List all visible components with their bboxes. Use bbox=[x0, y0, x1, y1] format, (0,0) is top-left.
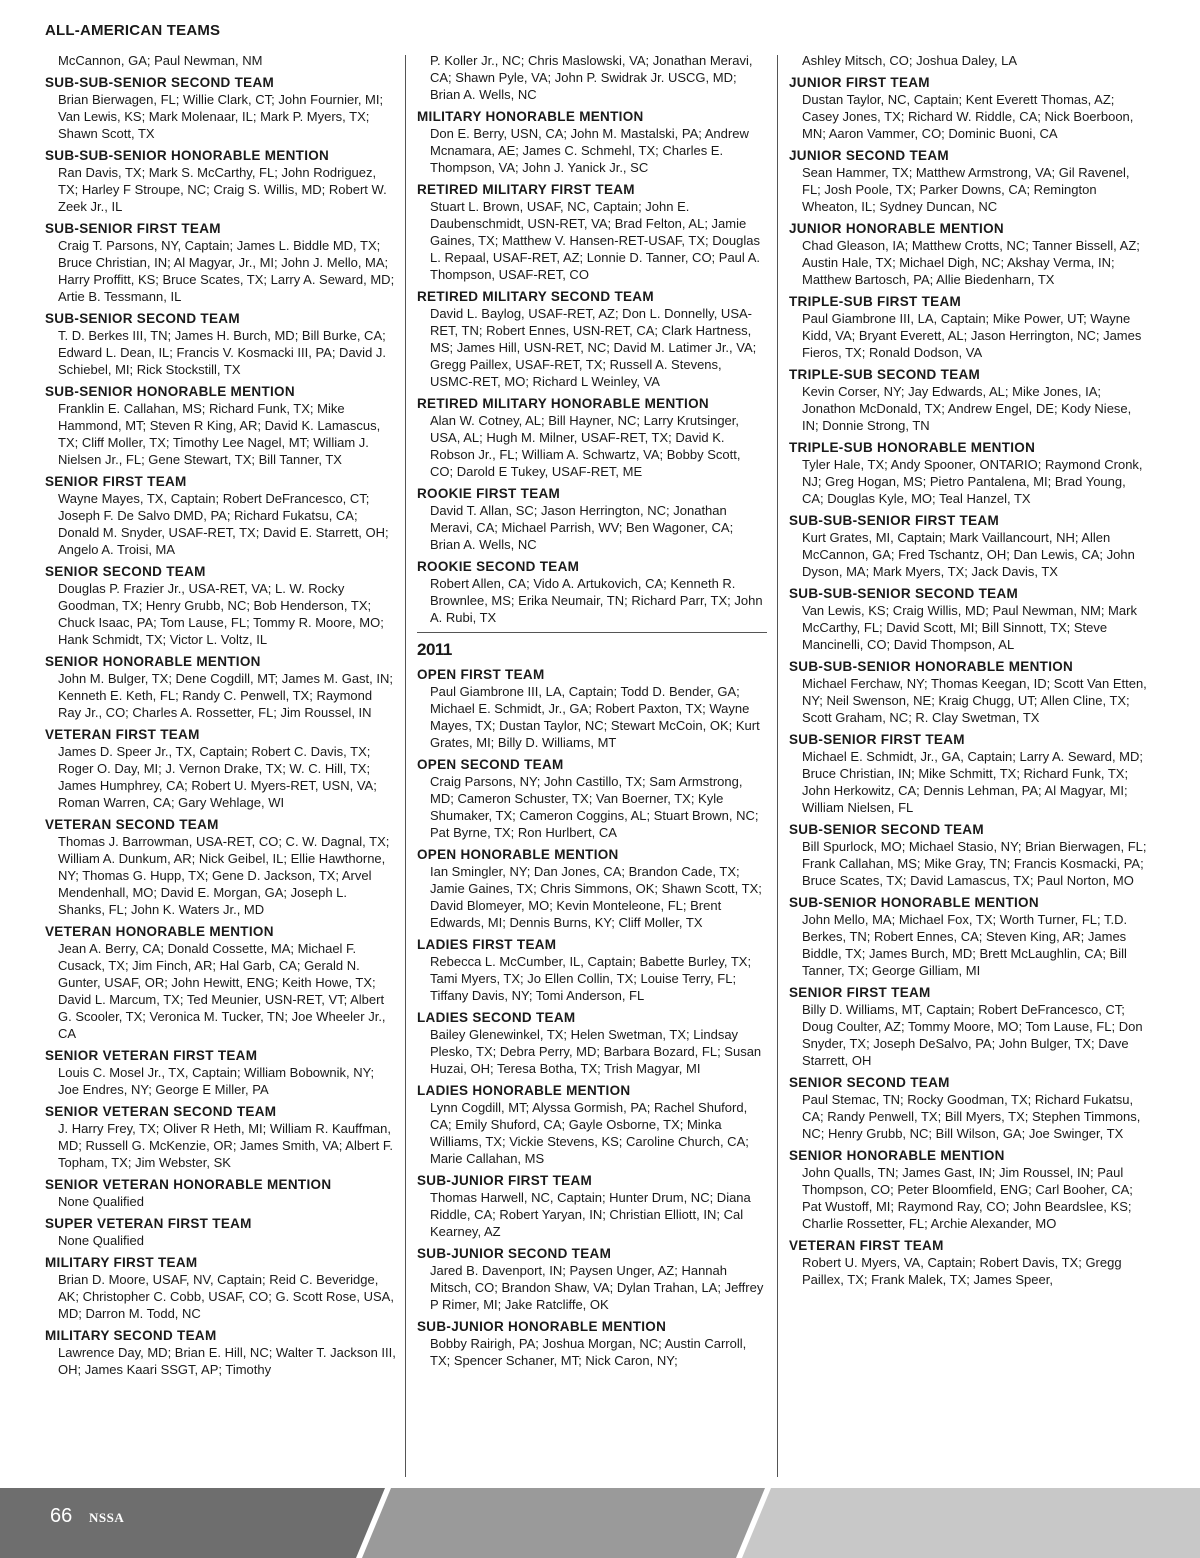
section-heading: ROOKIE SECOND TEAM bbox=[417, 559, 580, 574]
section-heading: SUB-SUB-SENIOR HONORABLE MENTION bbox=[789, 659, 1074, 674]
team-member-list: Paul Giambrone III, LA, Captain; Todd D. Bender, GA; Michael E. Schmidt, Jr., GA; Robert Paxton, TX; Wayne Mayes, TX; Dustan Taylor, NC; Stewart McCoin, OK; Kurt Grates, MI; Billy D. Williams, MT bbox=[430, 684, 760, 750]
team-member-list: John Mello, MA; Michael Fox, TX; Worth Turner, FL; T.D. Berkes, TN; Robert Ennes, CA; Steven King, AR; James Biddle, TX; James Burch, MD; Brett McLaughlin, CA; Bill Tanner, TX; George Gilliam, MI bbox=[802, 912, 1128, 978]
section-heading: MILITARY HONORABLE MENTION bbox=[417, 109, 644, 124]
team-member-list: John Qualls, TN; James Gast, IN; Jim Roussel, IN; Paul Thompson, CO; Peter Bloomfield, ENG; Carl Booher, CA; Pat Wustoff, MI; Raymond Ray, CO; John Beardslee, KS; Charlie Rossetter, FL; Archie Alexander, MO bbox=[802, 1165, 1133, 1231]
section-heading: VETERAN FIRST TEAM bbox=[789, 1238, 944, 1253]
team-member-list: Don E. Berry, USN, CA; John M. Mastalski, PA; Andrew Mcnamara, AE; James C. Schmehl, TX; Charles E. Thompson, VA; John J. Yanick Jr., SC bbox=[430, 126, 749, 175]
year-divider bbox=[417, 632, 767, 633]
team-member-list: Louis C. Mosel Jr., TX, Captain; William Bobownik, NY; Joe Endres, NY; George E Miller, PA bbox=[58, 1065, 375, 1097]
team-member-list: Stuart L. Brown, USAF, NC, Captain; John E. Daubenschmidt, USN-RET, VA; Brad Felton, AL; Jamie Gaines, TX; Matthew V. Hansen-RET-USAF, TX; Douglas L. Repaal, USAF-RET, AZ; Lonnie D. Tanner, CO; Paul A. Thompson, USAF-RET, CO bbox=[430, 199, 760, 282]
section-heading: OPEN FIRST TEAM bbox=[417, 667, 545, 682]
section-heading: SENIOR VETERAN FIRST TEAM bbox=[45, 1048, 258, 1063]
section-heading: OPEN HONORABLE MENTION bbox=[417, 847, 619, 862]
section-heading: JUNIOR HONORABLE MENTION bbox=[789, 221, 1004, 236]
team-member-list: David T. Allan, SC; Jason Herrington, NC; Jonathan Meravi, CA; Michael Parrish, WV; Ben Wagoner, CA; Brian A. Wells, NC bbox=[430, 503, 734, 552]
page-footer bbox=[0, 1488, 1200, 1558]
section-heading: ROOKIE FIRST TEAM bbox=[417, 486, 561, 501]
team-member-list: Bill Spurlock, MO; Michael Stasio, NY; Brian Bierwagen, FL; Frank Callahan, MS; Mike Gray, TN; Francis Kosmacki, PA; Bruce Scates, TX; David Lamascus, TX; Paul Norton, MO bbox=[802, 839, 1147, 888]
column-3 bbox=[789, 52, 1149, 1290]
team-member-list: None Qualified bbox=[58, 1233, 144, 1248]
team-member-list: David L. Baylog, USAF-RET, AZ; Don L. Donnelly, USA-RET, TN; Robert Ennes, USN-RET, CA; Clark Hartness, MS; James Hill, USN-RET, NC; David M. Latimer Jr., VA; Gregg Paillex, USAF-RET, TX; Russell A. Stevens, USMC-RET, MO; Richard L Weinley, VA bbox=[430, 306, 757, 389]
section-heading: JUNIOR FIRST TEAM bbox=[789, 75, 930, 90]
team-member-list: Craig T. Parsons, NY, Captain; James L. Biddle MD, TX; Bruce Christian, IN; Al Magyar, Jr., MI; John J. Mello, MA; Harry Proffitt, KS; Bruce Scates, TX; Larry A. Seward, MD; Artie B. Tessmann, IL bbox=[58, 238, 395, 304]
section-heading: LADIES HONORABLE MENTION bbox=[417, 1083, 631, 1098]
team-member-list: Dustan Taylor, NC, Captain; Kent Everett Thomas, AZ; Casey Jones, TX; Richard W. Riddle, CA; Nick Boerboon, MN; Aaron Vammer, CO; Dominic Buoni, CA bbox=[802, 92, 1134, 141]
team-member-list: Ran Davis, TX; Mark S. McCarthy, FL; John Rodriguez, TX; Harley F Stroupe, NC; Craig S. Willis, MD; Robert W. Zeek Jr., IL bbox=[58, 165, 387, 214]
team-member-list: Wayne Mayes, TX, Captain; Robert DeFrancesco, CT; Joseph F. De Salvo DMD, PA; Richard Fukatsu, CA; Donald M. Snyder, USAF-RET, TX; David E. Starrett, OH; Angelo A. Troisi, MA bbox=[58, 491, 389, 557]
section-heading: TRIPLE-SUB HONORABLE MENTION bbox=[789, 440, 1036, 455]
team-member-list: Robert Allen, CA; Vido A. Artukovich, CA; Kenneth R. Brownlee, MS; Erika Neumair, TN; Richard Parr, TX; John A. Rubi, TX bbox=[430, 576, 763, 625]
continued-entry: Ashley Mitsch, CO; Joshua Daley, LA bbox=[802, 53, 1018, 68]
team-member-list: T. D. Berkes III, TN; James H. Burch, MD; Bill Burke, CA; Edward L. Dean, IL; Francis V. Kosmacki III, PA; David J. Schiebel, MI; Rick Stockstill, TX bbox=[58, 328, 387, 377]
team-member-list: Craig Parsons, NY; John Castillo, TX; Sam Armstrong, MD; Cameron Schuster, TX; Van Boerner, TX; Kyle Shumaker, TX; Cameron Coggins, AL; Stuart Brown, NC; Pat Byrne, TX; Ron Hurlbert, CA bbox=[430, 774, 759, 840]
section-heading: MILITARY SECOND TEAM bbox=[45, 1328, 217, 1343]
team-member-list: Billy D. Williams, MT, Captain; Robert DeFrancesco, CT; Doug Coulter, AZ; Tommy Moore, MO; Tom Lause, FL; Don Snyder, TX; Joseph DeSalvo, PA; John Bulger, TX; Dave Starrett, OH bbox=[802, 1002, 1143, 1068]
team-member-list: James D. Speer Jr., TX, Captain; Robert C. Davis, TX; Roger O. Day, MI; J. Vernon Drake, TX; W. C. Hill, TX; James Humphrey, CA; Robert U. Myers-RET, USN, VA; Roman Warren, CA; Gary Wehlage, WI bbox=[58, 744, 377, 810]
section-heading: JUNIOR SECOND TEAM bbox=[789, 148, 949, 163]
section-heading: SUB-SENIOR SECOND TEAM bbox=[789, 822, 984, 837]
column-1 bbox=[45, 52, 397, 1380]
column-divider bbox=[777, 55, 778, 1477]
section-heading: SUB-SENIOR HONORABLE MENTION bbox=[789, 895, 1039, 910]
team-member-list: Jean A. Berry, CA; Donald Cossette, MA; Michael F. Cusack, TX; Jim Finch, AR; Hal Garb, CA; Gerald N. Gunter, USAF, OR; John Hewitt, ENG; Keith Howe, TX; David L. Marcum, TX; Ted Meunier, USN-RET, VT; Albert G. Scooler, TX; Veronica M. Tucker, TN; Joe Wheeler Jr., CA bbox=[58, 941, 386, 1041]
page-title: ALL-AMERICAN TEAMS bbox=[45, 22, 221, 39]
section-heading: SUB-JUNIOR SECOND TEAM bbox=[417, 1246, 612, 1261]
year-heading: 2011 bbox=[417, 640, 452, 659]
column-2 bbox=[417, 52, 767, 1371]
team-member-list: Brian D. Moore, USAF, NV, Captain; Reid C. Beveridge, AK; Christopher C. Cobb, USAF, CO; G. Scott Rose, USA, MD; Darron M. Todd, NC bbox=[58, 1272, 394, 1321]
team-member-list: J. Harry Frey, TX; Oliver R Heth, MI; William R. Kauffman, MD; Russell G. McKenzie, OR; James Smith, VA; Albert F. Topham, TX; Jim Webster, SK bbox=[58, 1121, 393, 1170]
section-heading: SUB-SENIOR FIRST TEAM bbox=[45, 221, 221, 236]
section-heading: VETERAN SECOND TEAM bbox=[45, 817, 219, 832]
section-heading: TRIPLE-SUB FIRST TEAM bbox=[789, 294, 962, 309]
footer-band bbox=[0, 1488, 1200, 1558]
team-member-list: Brian Bierwagen, FL; Willie Clark, CT; John Fournier, MI; Van Lewis, KS; Mark Molenaar, IL; Mark P. Myers, TX; Shawn Scott, TX bbox=[58, 92, 384, 141]
team-member-list: Thomas Harwell, NC, Captain; Hunter Drum, NC; Diana Riddle, CA; Robert Yaryan, IN; Christian Elliott, IN; Cal Kearney, AZ bbox=[430, 1190, 751, 1239]
team-member-list: Ian Smingler, NY; Dan Jones, CA; Brandon Cade, TX; Jamie Gaines, TX; Chris Simmons, OK; Shawn Scott, TX; David Blomeyer, MO; Kevin Monteleone, FL; Brent Edwards, MI; Dennis Burns, KY; Cliff Moller, TX bbox=[430, 864, 762, 930]
continued-entry: McCannon, GA; Paul Newman, NM bbox=[58, 53, 263, 68]
section-heading: RETIRED MILITARY SECOND TEAM bbox=[417, 289, 654, 304]
section-heading: SUB-SENIOR HONORABLE MENTION bbox=[45, 384, 295, 399]
team-member-list: Robert U. Myers, VA, Captain; Robert Davis, TX; Gregg Paillex, TX; Frank Malek, TX; James Speer, bbox=[802, 1255, 1122, 1287]
team-member-list: None Qualified bbox=[58, 1194, 144, 1209]
section-heading: SUPER VETERAN FIRST TEAM bbox=[45, 1216, 252, 1231]
team-member-list: Tyler Hale, TX; Andy Spooner, ONTARIO; Raymond Cronk, NJ; Greg Hogan, MS; Pietro Pantalena, MI; Brad Young, CA; Douglas Kyle, MO; Teal Hanzel, TX bbox=[802, 457, 1143, 506]
team-member-list: Bobby Rairigh, PA; Joshua Morgan, NC; Austin Carroll, TX; Spencer Schaner, MT; Nick Caron, NY; bbox=[430, 1336, 747, 1368]
section-heading: SUB-SENIOR FIRST TEAM bbox=[789, 732, 965, 747]
team-member-list: Alan W. Cotney, AL; Bill Hayner, NC; Larry Krutsinger, USA, AL; Hugh M. Milner, USAF-RET, TX; David K. Robson Jr., FL; William A. Schwartz, VA; Bobby Scott, CO; Darold E Tukey, USAF-RET, ME bbox=[430, 413, 741, 479]
section-heading: VETERAN HONORABLE MENTION bbox=[45, 924, 274, 939]
team-member-list: Franklin E. Callahan, MS; Richard Funk, TX; Mike Hammond, MT; Steven R King, AR; David K. Lamascus, TX; Cliff Moller, TX; Timothy Lee Nagel, MT; William J. Nielsen Jr., FL; Gene Stewart, TX; Bill Tanner, TX bbox=[58, 401, 381, 467]
section-heading: SUB-SENIOR SECOND TEAM bbox=[45, 311, 240, 326]
section-heading: SUB-JUNIOR HONORABLE MENTION bbox=[417, 1319, 667, 1334]
page-number: 66 bbox=[50, 1505, 73, 1527]
section-heading: SENIOR VETERAN HONORABLE MENTION bbox=[45, 1177, 332, 1192]
team-member-list: Kurt Grates, MI, Captain; Mark Vaillancourt, NH; Allen McCannon, GA; Fred Tschantz, OH; Dan Lewis, CA; John Dyson, MA; Mark Myers, TX; Jack Davis, TX bbox=[802, 530, 1135, 579]
team-member-list: Lynn Cogdill, MT; Alyssa Gormish, PA; Rachel Shuford, CA; Emily Shuford, CA; Gayle Osborne, TX; Minka Williams, TX; Vickie Stevens, KS; Caroline Church, CA; Marie Callahan, MS bbox=[430, 1100, 749, 1166]
section-heading: LADIES FIRST TEAM bbox=[417, 937, 557, 952]
team-member-list: Paul Stemac, TN; Rocky Goodman, TX; Richard Fukatsu, CA; Randy Penwell, TX; Bill Myers, TX; Stephen Timmons, NC; Henry Grubb, NC; Bill Wilson, GA; Joe Swinger, TX bbox=[802, 1092, 1141, 1141]
column-divider bbox=[405, 55, 406, 1477]
team-member-list: Lawrence Day, MD; Brian E. Hill, NC; Walter T. Jackson III, OH; James Kaari SSGT, AP; Timothy bbox=[58, 1345, 396, 1377]
section-heading: SUB-SUB-SENIOR HONORABLE MENTION bbox=[45, 148, 330, 163]
section-heading: SENIOR FIRST TEAM bbox=[45, 474, 187, 489]
team-member-list: Kevin Corser, NY; Jay Edwards, AL; Mike Jones, IA; Jonathon McDonald, TX; Andrew Engel, DE; Kody Niese, IN; Donnie Strong, TN bbox=[802, 384, 1132, 433]
section-heading: SENIOR HONORABLE MENTION bbox=[789, 1148, 1005, 1163]
team-member-list: Jared B. Davenport, IN; Paysen Unger, AZ; Hannah Mitsch, CO; Brandon Shaw, VA; Dylan Trahan, LA; Jeffrey P Rimer, MI; Jake Ratcliffe, OK bbox=[430, 1263, 764, 1312]
team-member-list: Van Lewis, KS; Craig Willis, MD; Paul Newman, NM; Mark McCarthy, FL; David Scott, MI; Bill Sinnott, TX; Steve Mancinelli, CO; David Thompson, AL bbox=[802, 603, 1137, 652]
team-member-list: Michael Ferchaw, NY; Thomas Keegan, ID; Scott Van Etten, NY; Neil Swenson, NE; Kraig Chugg, UT; Allen Cline, TX; Scott Graham, NC; R. Clay Swetman, TX bbox=[802, 676, 1147, 725]
section-heading: RETIRED MILITARY FIRST TEAM bbox=[417, 182, 635, 197]
section-heading: RETIRED MILITARY HONORABLE MENTION bbox=[417, 396, 709, 411]
section-heading: SUB-JUNIOR FIRST TEAM bbox=[417, 1173, 593, 1188]
section-heading: SUB-SUB-SENIOR SECOND TEAM bbox=[789, 586, 1019, 601]
section-heading: SUB-SUB-SENIOR SECOND TEAM bbox=[45, 75, 275, 90]
team-member-list: Michael E. Schmidt, Jr., GA, Captain; Larry A. Seward, MD; Bruce Christian, IN; Mike Schmitt, TX; Richard Funk, TX; John Herkowitz, CA; Dennis Lehman, PA; Al Magyar, MI; William Nielsen, FL bbox=[802, 749, 1144, 815]
team-member-list: Rebecca L. McCumber, IL, Captain; Babette Burley, TX; Tami Myers, TX; Jo Ellen Collin, TX; Louise Terry, FL; Tiffany Davis, NY; Tomi Anderson, FL bbox=[430, 954, 752, 1003]
continued-entry: P. Koller Jr., NC; Chris Maslowski, VA; Jonathan Meravi, CA; Shawn Pyle, VA; John P. Swidrak Jr. USCG, MD; Brian A. Wells, NC bbox=[430, 53, 753, 102]
nssa-logo: NSSA bbox=[89, 1510, 125, 1525]
team-member-list: Thomas J. Barrowman, USA-RET, CO; C. W. Dagnal, TX; William A. Dunkum, AR; Nick Geibel, IL; Ellie Hawthorne, NY; Thomas G. Hupp, TX; Gene D. Jackson, TX; Arvel Mendenhall, MO; David E. Morgan, GA; Joseph L. Shanks, FL; John K. Waters Jr., MD bbox=[58, 834, 390, 917]
team-member-list: John M. Bulger, TX; Dene Cogdill, MT; James M. Gast, IN; Kenneth E. Keth, FL; Randy C. Penwell, TX; Raymond Ray Jr., CO; Charles A. Rossetter, FL; Jim Roussel, IN bbox=[58, 671, 393, 720]
team-member-list: Chad Gleason, IA; Matthew Crotts, NC; Tanner Bissell, AZ; Austin Hale, TX; Michael Digh, NC; Akshay Verma, IN; Matthew Bartosch, PA; Allie Biedenharn, TX bbox=[802, 238, 1140, 287]
team-member-list: Paul Giambrone III, LA, Captain; Mike Power, UT; Wayne Kidd, VA; Bryant Everett, AL; Jason Herrington, NC; James Fieros, TX; Ronald Dodson, VA bbox=[802, 311, 1142, 360]
team-member-list: Sean Hammer, TX; Matthew Armstrong, VA; Gil Ravenel, FL; Josh Poole, TX; Parker Downs, CA; Remington Wheaton, IL; Sydney Duncan, NC bbox=[802, 165, 1130, 214]
section-heading: VETERAN FIRST TEAM bbox=[45, 727, 200, 742]
section-heading: MILITARY FIRST TEAM bbox=[45, 1255, 198, 1270]
section-heading: SENIOR SECOND TEAM bbox=[789, 1075, 950, 1090]
team-member-list: Douglas P. Frazier Jr., USA-RET, VA; L. W. Rocky Goodman, TX; Henry Grubb, NC; Bob Henderson, TX; Chuck Isaac, PA; Tom Lause, FL; Tommy R. Moore, MO; Hank Schmidt, TX; Victor L. Voltz, IL bbox=[58, 581, 384, 647]
section-heading: OPEN SECOND TEAM bbox=[417, 757, 564, 772]
section-heading: LADIES SECOND TEAM bbox=[417, 1010, 576, 1025]
section-heading: SENIOR HONORABLE MENTION bbox=[45, 654, 261, 669]
section-heading: SENIOR FIRST TEAM bbox=[789, 985, 931, 1000]
section-heading: SENIOR VETERAN SECOND TEAM bbox=[45, 1104, 277, 1119]
section-heading: SUB-SUB-SENIOR FIRST TEAM bbox=[789, 513, 999, 528]
section-heading: SENIOR SECOND TEAM bbox=[45, 564, 206, 579]
section-heading: TRIPLE-SUB SECOND TEAM bbox=[789, 367, 981, 382]
team-member-list: Bailey Glenewinkel, TX; Helen Swetman, TX; Lindsay Plesko, TX; Debra Perry, MD; Barbara Bozard, FL; Susan Huzai, OH; Teresa Botha, TX; Trish Magyar, MI bbox=[430, 1027, 762, 1076]
